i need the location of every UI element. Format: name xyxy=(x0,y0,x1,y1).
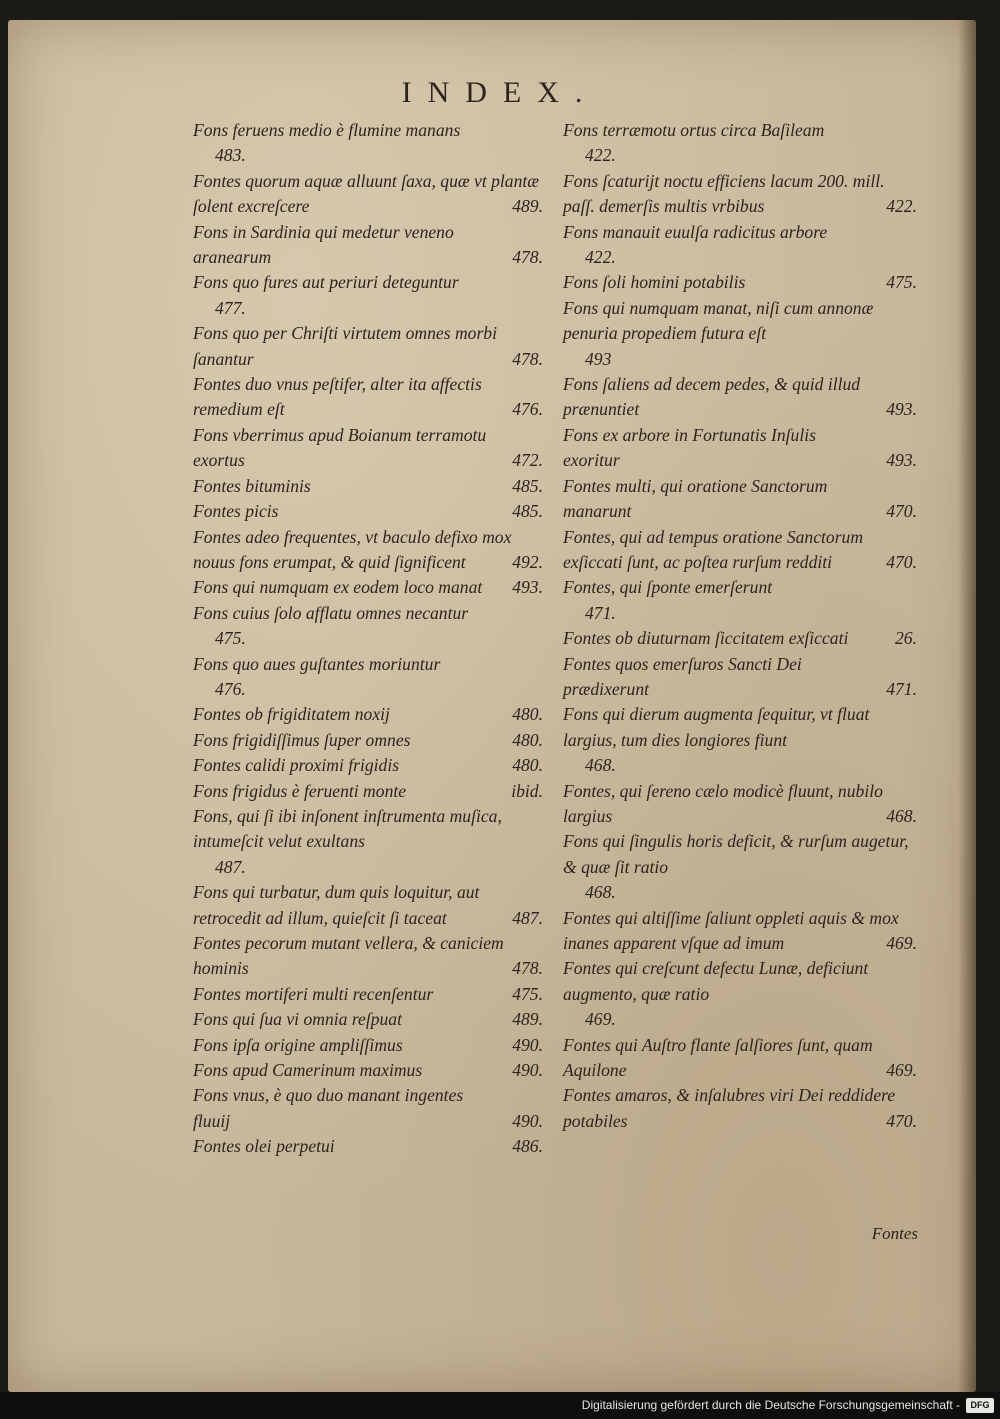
index-entry xyxy=(193,474,543,499)
index-entry-page: 26. xyxy=(895,628,917,649)
index-entry-text: Fontes picis xyxy=(193,501,279,522)
index-entry xyxy=(563,220,917,271)
index-entry-page: 485. xyxy=(512,475,543,496)
index-entry xyxy=(193,702,543,727)
index-entry-text: Fontes, qui ad tempus oratione Sanctorum exſiccati ſunt, ac poſtea rurſum redditi xyxy=(563,526,864,572)
index-entry xyxy=(563,652,917,703)
index-entry-page: 472. xyxy=(512,450,543,471)
index-entry-text: Fontes ob frigiditatem noxij xyxy=(193,704,390,725)
index-entry xyxy=(193,499,543,524)
index-entry-page: 469. xyxy=(886,1060,917,1081)
index-entry-page: 493. xyxy=(886,450,917,471)
index-entry-text: Fontes ob diuturnam ſiccitatem exſiccati xyxy=(563,628,849,649)
index-entry xyxy=(193,1134,543,1159)
index-entry-page: 478. xyxy=(512,348,543,369)
index-entry xyxy=(193,601,543,652)
index-entry xyxy=(193,931,543,982)
index-entry xyxy=(193,652,543,703)
index-entry-page: 483. xyxy=(215,145,246,166)
index-entry-text: Fontes quorum aquæ alluunt ſaxa, quæ vt plantæ ſolent excreſcere xyxy=(193,170,540,217)
index-entry-page: 490. xyxy=(512,1060,543,1081)
index-entry xyxy=(193,728,543,753)
index-entry xyxy=(193,372,543,423)
index-entry xyxy=(193,1083,543,1134)
index-entry-page: 486. xyxy=(512,1136,543,1157)
index-entry-page: 471. xyxy=(585,602,616,623)
index-entry-text: Fontes duo vnus peſtifer, alter ita affectis remedium eſt xyxy=(193,374,482,420)
index-entry-text: Fontes, qui ſereno cælo modicè fluunt, nubilo largius xyxy=(563,780,883,826)
index-entry-page: 478. xyxy=(512,958,543,979)
index-entry-page: 489. xyxy=(512,1009,543,1030)
footer-bar xyxy=(0,1392,1000,1419)
index-entry-page: 468. xyxy=(585,882,616,903)
index-entry xyxy=(563,296,917,372)
index-entry xyxy=(563,626,917,651)
index-entry-text: Fontes multi, qui oratione Sanctorum manarunt xyxy=(563,475,828,522)
index-entry-page: 471. xyxy=(886,678,917,699)
index-entry-page: 475. xyxy=(512,983,543,1004)
index-entry xyxy=(563,1033,917,1084)
index-entry-page: 493. xyxy=(512,577,543,598)
catchword: Fontes xyxy=(871,1224,918,1243)
index-entry xyxy=(563,1083,917,1134)
index-entry-page: 489. xyxy=(512,196,543,217)
index-column-right xyxy=(563,118,917,1134)
index-entry-page: 493 xyxy=(585,348,612,369)
index-entry-text: Fontes bituminis xyxy=(193,475,311,496)
index-entry-page: 476. xyxy=(215,678,246,699)
index-entry xyxy=(193,880,543,931)
index-entry-text: Fons ſoli homini potabilis xyxy=(563,272,746,293)
index-entry-page: 468. xyxy=(886,805,917,826)
index-entry-page: 469. xyxy=(585,1009,616,1030)
index-entry-text: Fons ipſa origine ampliſſimus xyxy=(193,1034,403,1055)
page-header: INDEX. xyxy=(401,76,599,109)
index-entry-page: 422. xyxy=(585,145,616,166)
index-entry-page: 468. xyxy=(585,755,616,776)
index-entry xyxy=(563,270,917,295)
index-entry xyxy=(563,372,917,423)
index-entry-text: Fontes calidi proximi frigidis xyxy=(193,755,400,776)
index-entry-text: Fons quo per Chriſti virtutem omnes morbi ſanantur xyxy=(193,323,497,369)
index-entry xyxy=(193,169,543,220)
index-entry-page: 487. xyxy=(215,856,246,877)
index-entry-text: Fons quo fures aut periuri deteguntur xyxy=(193,272,459,293)
index-entry-page: 480. xyxy=(512,704,543,725)
index-entry-text: Fontes amaros, & inſalubres viri Dei reddidere potabiles xyxy=(563,1085,896,1131)
index-entry xyxy=(563,474,917,525)
index-entry xyxy=(563,118,917,169)
index-entry xyxy=(563,169,917,220)
index-entry-text: Fontes adeo frequentes, vt baculo defixo mox nouus fons erumpat, & quid ſignificent xyxy=(193,526,512,572)
index-entry xyxy=(193,423,543,474)
index-entry-page: 480. xyxy=(512,755,543,776)
index-entry-text: Fons quo aues guſtantes moriuntur xyxy=(193,653,441,674)
page-spine-shadow xyxy=(958,20,976,1392)
index-entry-page: 422. xyxy=(886,196,917,217)
index-entry xyxy=(563,702,917,778)
index-entry-text: Fontes quos emerſuros Sancti Dei prædixerunt xyxy=(563,653,802,699)
index-entry-text: Fons ſaliens ad decem pedes, & quid illud prænuntiet xyxy=(563,374,861,420)
index-entry-text: Fontes olei perpetui xyxy=(193,1136,335,1157)
index-entry-text: Fontes qui altiſſime ſaliunt oppleti aquis & mox inanes apparent vſque ad imum xyxy=(563,907,899,953)
index-entry xyxy=(193,1007,543,1032)
index-entry-page: 480. xyxy=(512,729,543,750)
index-entry-text: Fons manauit euulſa radicitus arbore xyxy=(563,221,828,242)
index-entry xyxy=(563,956,917,1032)
index-entry xyxy=(193,525,543,576)
index-entry-text: Fons apud Camerinum maximus xyxy=(193,1060,423,1081)
index-entry-text: Fons cuius ſolo afflatu omnes necantur xyxy=(193,602,469,623)
index-entry-page: 487. xyxy=(512,907,543,928)
index-entry xyxy=(193,753,543,778)
index-entry xyxy=(563,779,917,830)
index-entry-page: 470. xyxy=(886,1110,917,1131)
index-entry xyxy=(193,118,543,169)
index-entry-text: Fons frigidiſſimus ſuper omnes xyxy=(193,729,411,750)
index-entry xyxy=(563,906,917,957)
index-entry xyxy=(193,804,543,880)
index-entry xyxy=(193,779,543,804)
index-entry-page: 422. xyxy=(585,247,616,268)
index-entry-text: Fons qui ſua vi omnia reſpuat xyxy=(193,1009,402,1030)
index-entry-text: Fons feruens medio è flumine manans xyxy=(193,120,461,140)
index-entry-text: Fons qui turbatur, dum quis loquitur, aut retrocedit ad illum, quieſcit ſi taceat xyxy=(193,882,480,928)
index-entry xyxy=(193,270,543,321)
index-entry-text: Fons qui dierum augmenta ſequitur, vt fluat largius, tum dies longiores fiunt xyxy=(563,704,870,750)
index-entry-page: ibid. xyxy=(511,780,543,801)
index-entry-text: Fons vberrimus apud Boianum terramotu exortus xyxy=(193,424,487,471)
index-entry xyxy=(563,829,917,905)
index-entry-page: 470. xyxy=(886,551,917,572)
footer-credit-text: Digitalisierung gefördert durch die Deutsche Forschungsgemeinschaft - xyxy=(581,1398,960,1412)
index-entry-text: Fons qui ſingulis horis deficit, & rurſum augetur, & quæ ſit ratio xyxy=(563,831,909,877)
index-entry-page: 475. xyxy=(215,628,246,649)
index-entry-text: Fons ſcaturijt noctu efficiens lacum 200. mill. paſſ. demerſis multis vrbibus xyxy=(563,170,885,217)
index-entry-text: Fontes mortiferi multi recenſentur xyxy=(193,983,434,1004)
index-entry-page: 492. xyxy=(512,551,543,572)
index-entry-text: Fontes qui creſcunt defectu Lunæ, deficiunt augmento, quæ ratio xyxy=(563,958,869,1004)
index-entry xyxy=(563,525,917,576)
index-entry xyxy=(193,982,543,1007)
index-entry xyxy=(563,575,917,626)
index-entry-page: 476. xyxy=(512,399,543,420)
index-entry-text: Fons frigidus è feruenti monte xyxy=(193,780,407,801)
index-entry-page: 490. xyxy=(512,1034,543,1055)
index-entry-page: 493. xyxy=(886,399,917,420)
index-entry-text: Fontes qui Auſtro flante ſalſiores ſunt, quam Aquilone xyxy=(563,1034,873,1081)
index-entry-page: 470. xyxy=(886,501,917,522)
dfg-logo: DFG xyxy=(966,1398,994,1413)
index-entry-text: Fontes, qui ſponte emerſerunt xyxy=(563,577,773,598)
index-entry xyxy=(193,575,543,600)
index-entry-text: Fons terræmotu ortus circa Baſileam xyxy=(563,120,825,140)
index-entry xyxy=(193,321,543,372)
index-entry xyxy=(193,1058,543,1083)
index-entry-text: Fons, qui ſi ibi inſonent inſtrumenta muſica, intumeſcit velut exultans xyxy=(193,805,502,852)
index-entry-page: 485. xyxy=(512,501,543,522)
index-entry-text: Fons ex arbore in Fortunatis Inſulis exoritur xyxy=(563,424,816,471)
index-entry xyxy=(563,423,917,474)
index-entry-page: 469. xyxy=(886,933,917,953)
index-entry-text: Fons qui numquam ex eodem loco manat xyxy=(193,577,483,598)
index-column-left xyxy=(193,118,543,1160)
index-entry-text: Fons in Sardinia qui medetur veneno aranearum xyxy=(193,221,454,268)
index-entry-page: 475. xyxy=(886,272,917,293)
index-entry-text: Fons vnus, è quo duo manant ingentes fluuij xyxy=(193,1085,464,1131)
index-entry-page: 478. xyxy=(512,247,543,268)
index-entry-text: Fons qui numquam manat, niſi cum annonæ penuria propediem futura eſt xyxy=(563,297,874,344)
index-entry-page: 490. xyxy=(512,1110,543,1131)
index-entry-text: Fontes pecorum mutant vellera, & caniciem hominis xyxy=(193,933,504,979)
index-entry xyxy=(193,1033,543,1058)
index-entry xyxy=(193,220,543,271)
index-entry-page: 477. xyxy=(215,297,246,318)
